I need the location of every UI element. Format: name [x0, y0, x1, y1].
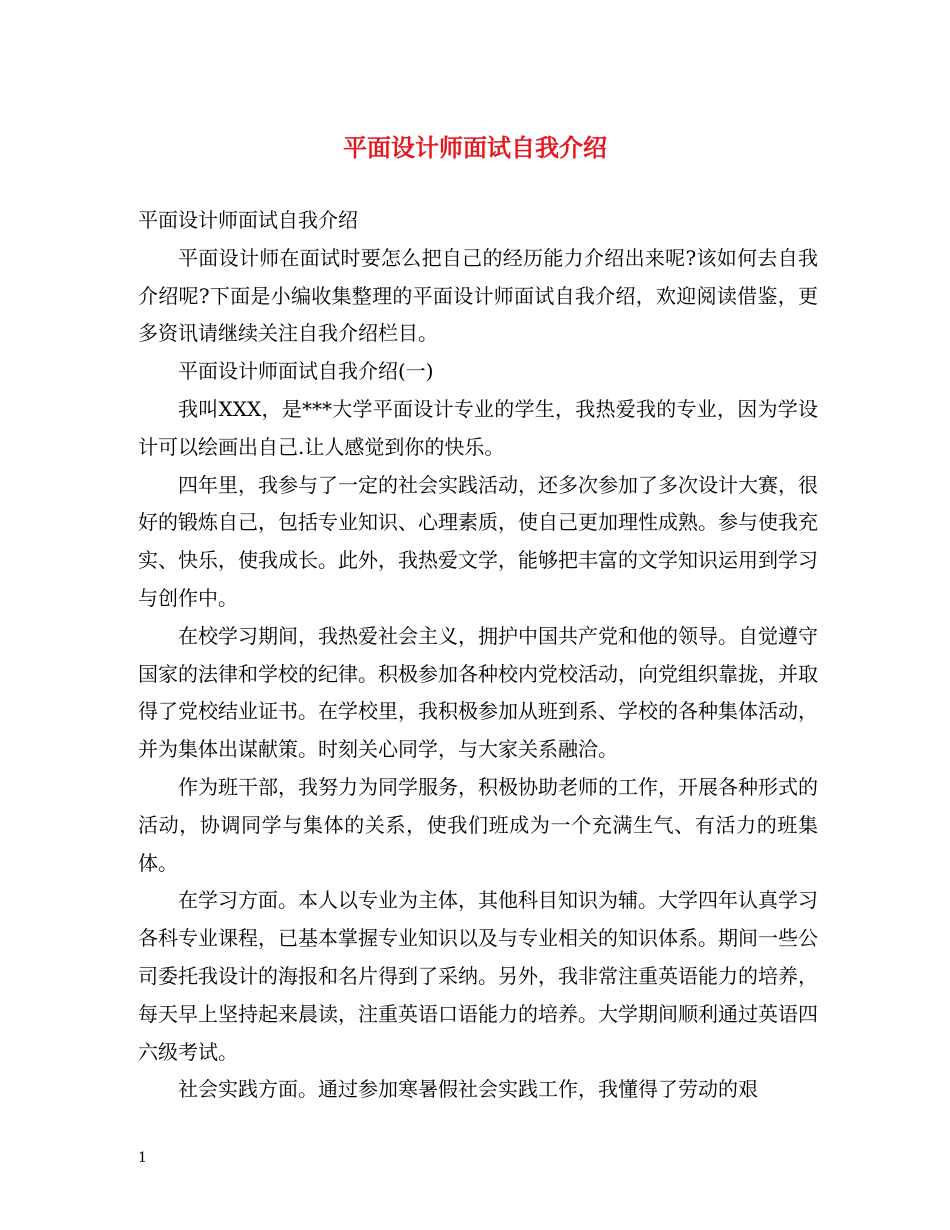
paragraph: 社会实践方面。通过参加寒暑假社会实践工作，我懂得了劳动的艰: [178, 1077, 758, 1102]
paragraph: 我叫XXX，是***大学平面设计专业的学生，我热爱我的专业，因为学设计可以绘画出自己.让人感觉到你的快乐。: [138, 396, 818, 459]
page-number: 1: [138, 1150, 147, 1166]
paragraph: 四年里，我参与了一定的社会实践活动，还多次参加了多次设计大赛，很好的锻炼自己，包括专业知识、心理素质，使自己更加理性成熟。参与使我充实、快乐，使我成长。此外，我热爱文学，能够把丰富的文学知识运用到学习与创作中。: [138, 472, 818, 610]
paragraph: 平面设计师面试自我介绍(一): [178, 359, 434, 384]
document-title: 平面设计师面试自我介绍: [343, 133, 607, 162]
paragraph: 平面设计师在面试时要怎么把自己的经历能力介绍出来呢?该如何去自我介绍呢?下面是小编收集整理的平面设计师面试自我介绍，欢迎阅读借鉴，更多资讯请继续关注自我介绍栏目。: [138, 245, 818, 346]
document-subtitle: 平面设计师面试自我介绍: [138, 208, 358, 232]
paragraph: 在校学习期间，我热爱社会主义，拥护中国共产党和他的领导。自觉遵守国家的法律和学校的纪律。积极参加各种校内党校活动，向党组织靠拢，并取得了党校结业证书。在学校里，我积极参加从班到系、学校的各种集体活动，并为集体出谋献策。时刻关心同学，与大家关系融洽。: [138, 623, 818, 762]
document-body: [138, 202, 818, 1109]
paragraph: 在学习方面。本人以专业为主体，其他科目知识为辅。大学四年认真学习各科专业课程，已基本掌握专业知识以及与专业相关的知识体系。期间一些公司委托我设计的海报和名片得到了采纳。另外，我非常注重英语能力的培养，每天早上坚持起来晨读，注重英语口语能力的培养。大学期间顺利通过英语四六级考试。: [138, 888, 818, 1064]
paragraph: 作为班干部，我努力为同学服务，积极协助老师的工作，开展各种形式的活动，协调同学与集体的关系，使我们班成为一个充满生气、有活力的班集体。: [138, 774, 818, 875]
